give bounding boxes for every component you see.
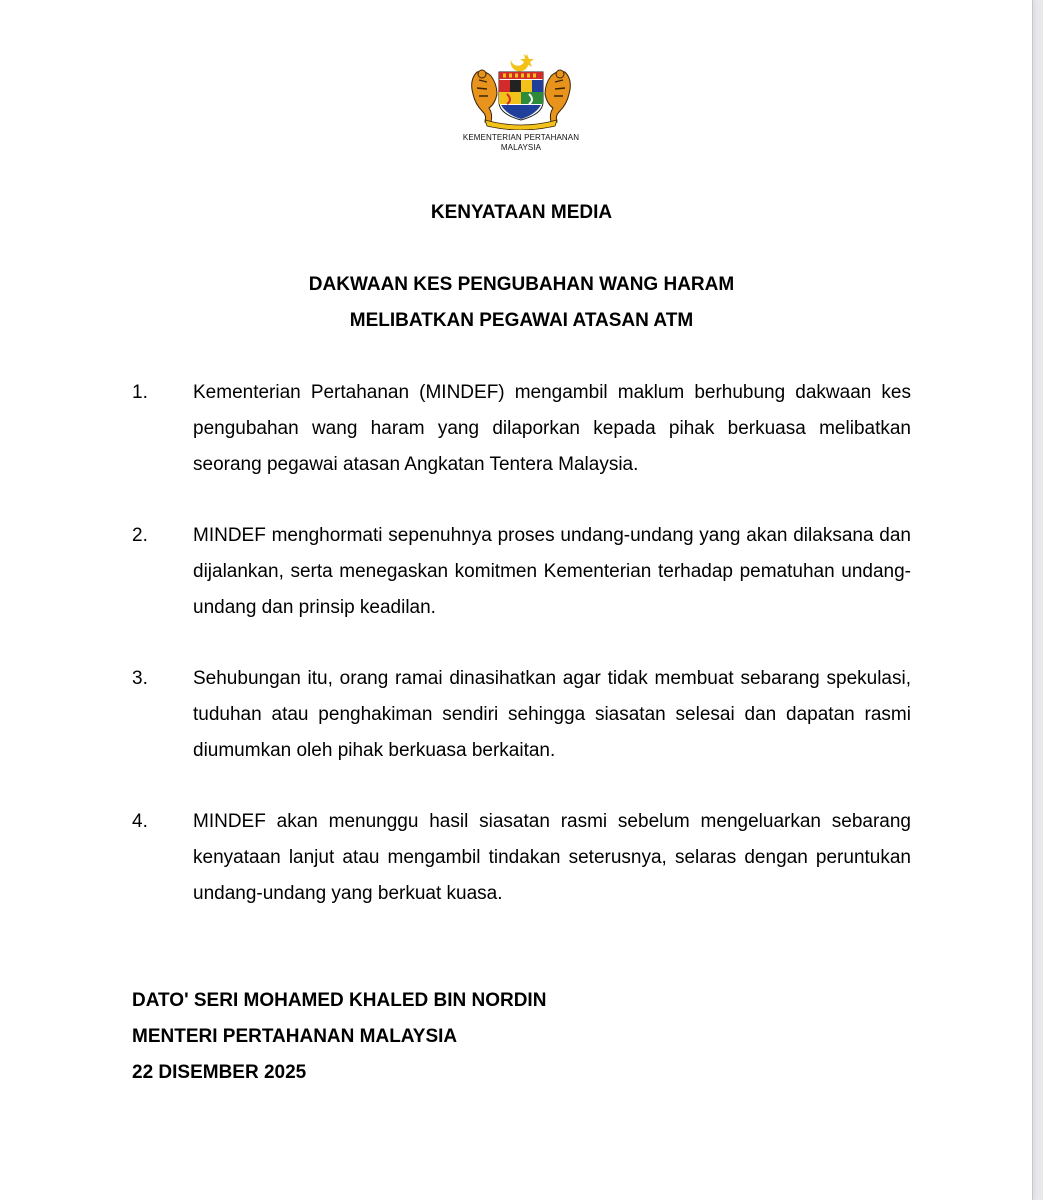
paragraph-3	[132, 661, 912, 769]
paragraph-2	[132, 518, 912, 626]
paragraph-number: 4.	[132, 811, 148, 832]
paragraph-4	[132, 804, 912, 912]
signatory-title: MENTERI PERTAHANAN MALAYSIA	[132, 1026, 458, 1047]
malaysia-coat-of-arms-icon	[463, 50, 579, 130]
ministry-name	[420, 133, 622, 153]
ministry-name-line2: MALAYSIA	[500, 143, 542, 152]
statement-date: 22 DISEMBER 2025	[132, 1062, 307, 1083]
ministry-name-line1: KEMENTERIAN PERTAHANAN	[462, 133, 580, 142]
signatory-name: DATO' SERI MOHAMED KHALED BIN NORDIN	[132, 990, 547, 1011]
subject-line-2: MELIBATKAN PEGAWAI ATASAN ATM	[349, 310, 694, 331]
subject-line-1: DAKWAAN KES PENGUBAHAN WANG HARAM	[308, 274, 735, 295]
document-type-title: KENYATAAN MEDIA	[430, 202, 613, 223]
paragraph-number: 3.	[132, 668, 148, 689]
signature-block	[132, 983, 546, 1091]
paragraph-number: 1.	[132, 382, 148, 403]
paragraph-text: Kementerian Pertahanan (MINDEF) mengambil maklum berhubung dakwaan kes pengubahan wang haram yang dilaporkan kepada pihak berkuasa melibatkan seorang pegawai atasan Angkatan Tentera Malaysia.	[193, 382, 911, 475]
paragraph-text: MINDEF menghormati sepenuhnya proses undang-undang yang akan dilaksana dan dijalankan, serta menegaskan komitmen Kementerian terhadap pematuhan undang-undang dan prinsip keadilan.	[193, 525, 911, 618]
paragraph-text: MINDEF akan menunggu hasil siasatan rasmi sebelum mengeluarkan sebarang kenyataan lanjut atau mengambil tindakan seterusnya, selaras dengan peruntukan undang-undang yang berkuat kuasa.	[193, 811, 911, 904]
paragraph-1	[132, 375, 912, 483]
paragraph-text: Sehubungan itu, orang ramai dinasihatkan agar tidak membuat sebarang spekulasi, tuduhan atau penghakiman sendiri sehingga siasatan selesai dan dapatan rasmi diumumkan oleh pihak berkuasa berkaitan.	[193, 668, 911, 761]
paragraph-number: 2.	[132, 525, 148, 546]
